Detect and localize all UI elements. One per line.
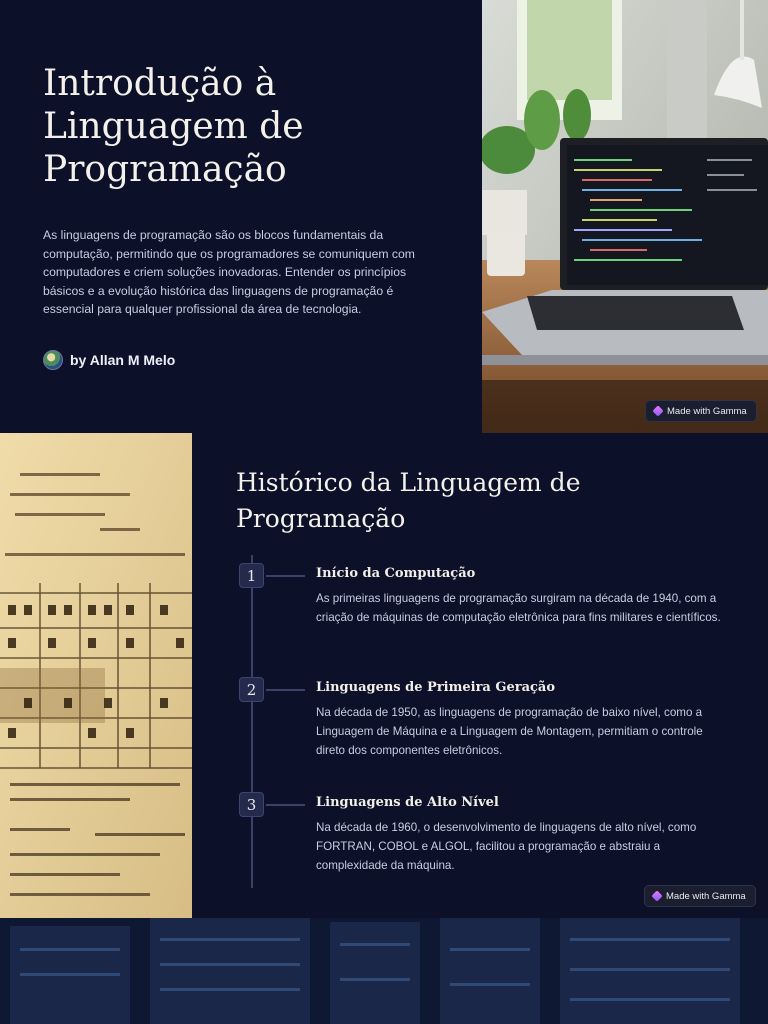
server-room-photo [0,918,768,1024]
laptop-photo [482,0,768,433]
slide-historico [0,433,768,918]
badge-label: Made with Gamma [666,890,746,902]
author-avatar [43,350,63,370]
timeline-connector [266,575,305,577]
slide-next-preview [0,918,768,1024]
gamma-logo-icon [652,405,663,416]
step-number: 2 [239,677,264,702]
step-title: Linguagens de Alto Nível [316,795,499,810]
author-name: by Allan M Melo [70,352,176,368]
step-title: Início da Computação [316,566,476,581]
badge-label: Made with Gamma [667,405,747,417]
slide-introducao [0,0,768,433]
made-with-gamma-badge[interactable] [644,885,756,907]
step-description: Na década de 1950, as linguagens de programação de baixo nível, como a Linguagem de Máquina e a Linguagem de Montagem, permitiam o controle direto dos componentes eletrônicos. [316,706,703,757]
step-number: 1 [239,563,264,588]
punched-card-photo [0,433,192,918]
intro-paragraph: As linguagens de programação são os blocos fundamentais da computação, permitindo que os programadores se comuniquem com computadores e criem soluções inovadoras. Entender os princípios básicos e a evolução histórica das linguagens de programação é essencial para qualquer profissional da área de tecnologia. [43,228,415,317]
timeline-line [251,555,253,888]
author-byline [43,350,175,370]
timeline-connector [266,689,305,691]
step-number: 3 [239,792,264,817]
timeline-connector [266,804,305,806]
made-with-gamma-badge[interactable] [645,400,757,422]
step-title: Linguagens de Primeira Geração [316,680,556,695]
step-description: Na década de 1960, o desenvolvimento de linguagens de alto nível, como FORTRAN, COBOL e ALGOL, facilitou a programação e abstraiu a complexidade da máquina. [316,821,697,872]
page-title: Introdução à Linguagem de Programação [43,63,304,190]
gamma-logo-icon [651,890,662,901]
step-description: As primeiras linguagens de programação surgiram na década de 1940, com a criação de máquinas de computação eletrônica para fins militares e científicos. [316,592,721,624]
section-title: Histórico da Linguagem de Programação [236,468,581,533]
